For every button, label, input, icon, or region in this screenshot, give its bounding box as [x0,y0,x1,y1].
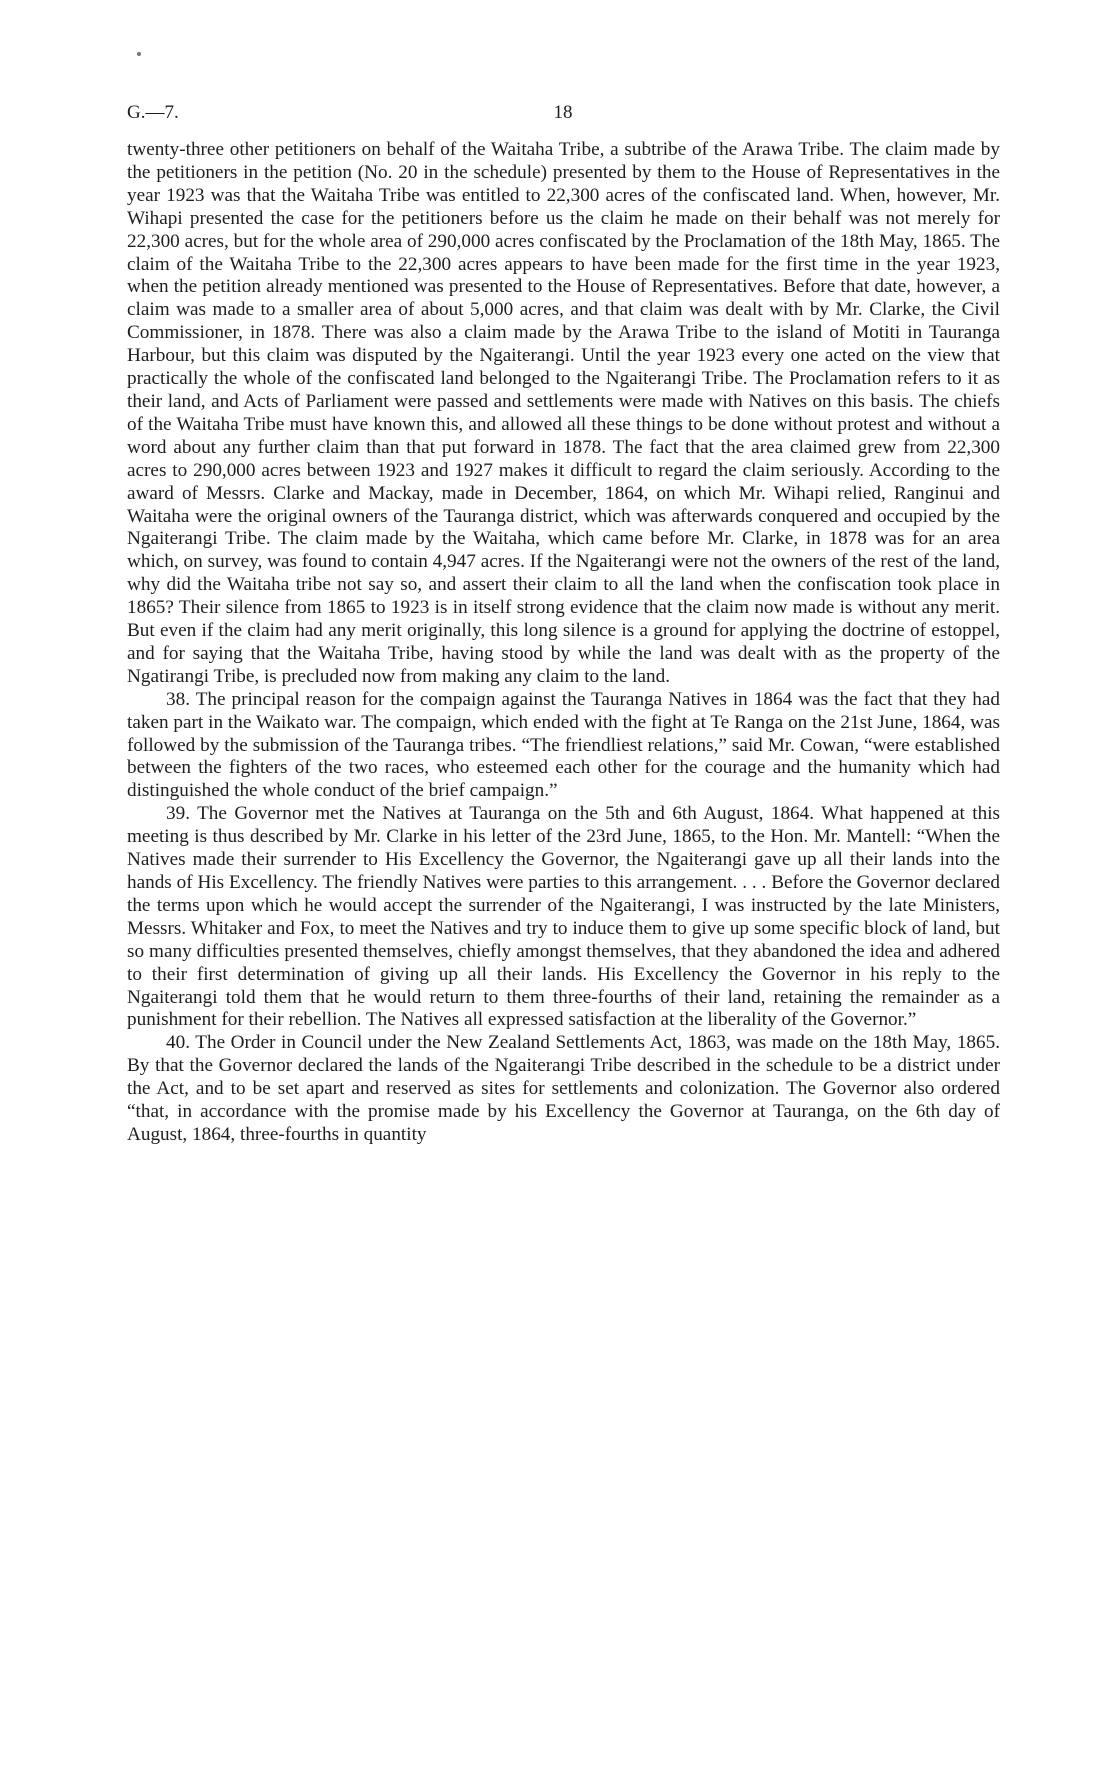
paragraph-number: 40. [166,1032,190,1054]
paragraph-number: 39. [166,803,190,825]
paragraph-continued [127,139,1000,689]
body-text [127,139,1000,1147]
margin-mark [137,52,141,56]
page-number: 18 [553,102,573,123]
paragraph-40 [127,1032,1000,1147]
paragraph-text: twenty-three other petitioners on behalf of the Waitaha Tribe, a subtribe of the Arawa Tribe. The claim made by the petitioners in the petition (No. 20 in the schedule) presented by them to the House of Representatives in the year 1923 was that the Waitaha Tribe was entitled to 22,300 acres of the confiscated land. When, however, Mr. Wihapi presented the case for the petitioners before us the claim he made on their behalf was not merely for 22,300 acres, but for the whole area of 290,000 acres confiscated by the Proclamation of the 18th May, 1865. The claim of the Waitaha Tribe to the 22,300 acres appears to have been made for the first time in the year 1923, when the petition already mentioned was presented to the House of Representatives. Before that date, however, a claim was made to a smaller area of about 5,000 acres, and that claim was dealt with by Mr. Clarke, the Civil Commissioner, in 1878. There was also a claim made by the Arawa Tribe to the island of Motiti in Tauranga Harbour, but this claim was disputed by the Ngaiterangi. Until the year 1923 every one acted on the view that practically the whole of the confiscated land belonged to the Ngaiterangi Tribe. The Proclamation refers to it as their land, and Acts of Parliament were passed and settlements were made with Natives on this basis. The chiefs of the Waitaha Tribe must have known this, and allowed all these things to be done without protest and without a word about any further claim than that put forward in 1878. The fact that the area claimed grew from 22,300 acres to 290,000 acres between 1923 and 1927 makes it difficult to regard the claim seriously. According to the award of Messrs. Clarke and Mackay, made in December, 1864, on which Mr. Wihapi relied, Ranginui and Waitaha were the original owners of the Tauranga district, which was afterwards conquered and occupied by the Ngaiterangi Tribe. The claim made by the Waitaha, which came before Mr. Clarke, in 1878 was for an area which, on survey, was found to contain 4,947 acres. If the Ngaiterangi were not the owners of the rest of the land, why did the Waitaha tribe not say so, and assert their claim to all the land when the confiscation took place in 1865? Their silence from 1865 to 1923 is in itself strong evidence that the claim now made is without any merit. But even if the claim had any merit originally, this long silence is a ground for applying the doctrine of estoppel, and for saying that the Waitaha Tribe, having stood by while the land was dealt with as the property of the Ngatirangi Tribe, is precluded now from making any claim to the land. [127,139,1000,687]
page-header [127,102,999,128]
paragraph-number: 38. [166,688,190,710]
paragraph-text: The principal reason for the compaign against the Tauranga Natives in 1864 was the fact that they had taken part in the Waikato war. The compaign, which ended with the fight at Te Ranga on the 21st June, 1864, was followed by the submission of the Tauranga tribes. “The friendliest relations,” said Mr. Cowan, “were established between the fighters of the two races, who esteemed each other for the courage and the humanity which had distinguished the whole conduct of the brief campaign.” [127,688,1000,802]
paragraph-text: The Governor met the Natives at Tauranga on the 5th and 6th August, 1864. What happened at this meeting is thus described by Mr. Clarke in his letter of the 23rd June, 1865, to the Hon. Mr. Mantell: “When the Natives made their surrender to His Excellency the Governor, the Ngaiterangi gave up all their lands into the hands of His Excellency. The friendly Natives were parties to this arrangement. . . . Before the Governor declared the terms upon which he would accept the surrender of the Ngaiterangi, I was instructed by the late Ministers, Messrs. Whitaker and Fox, to meet the Natives and try to induce them to give up some specific block of land, but so many difficulties presented themselves, chiefly amongst themselves, that they abandoned the idea and adhered to their first determination of giving up all their lands. His Excellency the Governor in his reply to the Ngaiterangi told them that he would return to them three-fourths of their land, retaining the remainder as a punishment for their rebellion. The Natives all expressed satisfaction at the liberality of the Governor.” [127,803,1000,1031]
paragraph-text: The Order in Council under the New Zealand Settlements Act, 1863, was made on the 18th May, 1865. By that the Governor declared the lands of the Ngaiterangi Tribe described in the schedule to be a district under the Act, and to be set apart and reserved as sites for settlements and colonization. The Governor also ordered “that, in accordance with the promise made by his Excellency the Governor at Tauranga, on the 6th day of August, 1864, three-fourths in quantity [127,1032,1001,1145]
document-reference: G.—7. [127,102,179,123]
paragraph-39 [127,803,1000,1032]
paragraph-38 [127,689,1000,804]
